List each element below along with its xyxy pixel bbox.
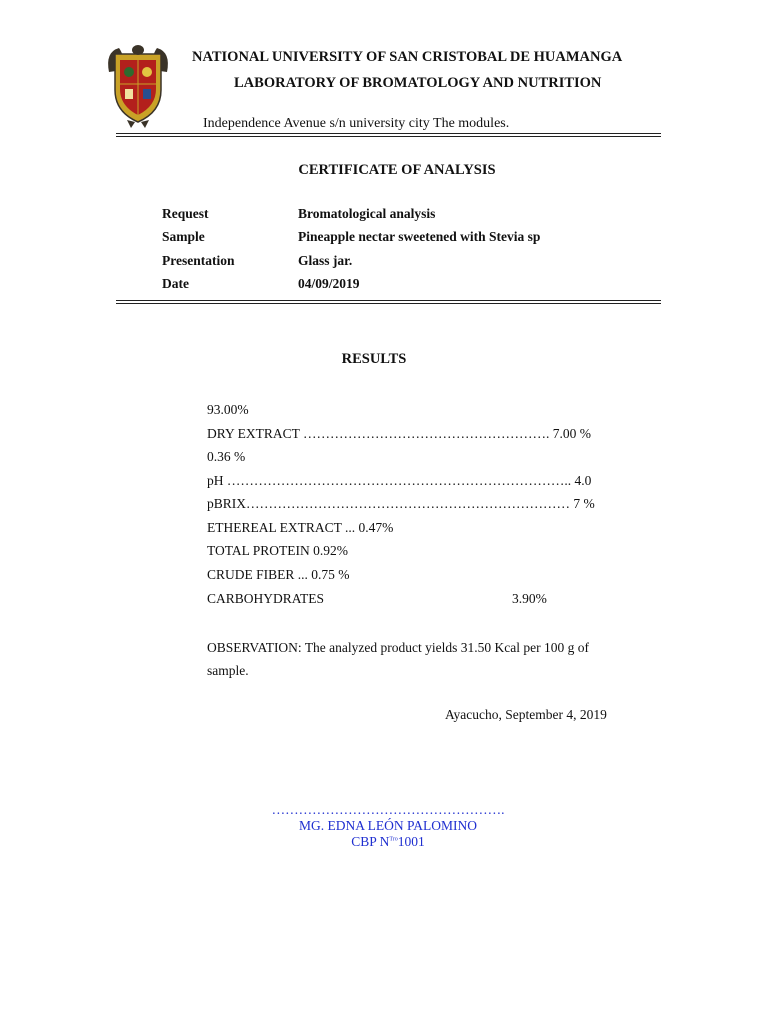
- registration-digits: 1001: [397, 834, 425, 849]
- results-title: RESULTS: [341, 351, 407, 367]
- university-crest-icon: [105, 42, 171, 128]
- info-divider: [116, 300, 661, 304]
- sample-value: Pineapple nectar sweetened with Stevia sp: [298, 229, 541, 244]
- result-line: ETHEREAL EXTRACT ... 0.47%: [207, 520, 394, 535]
- registration-number: [0, 834, 768, 850]
- signer-name: MG. EDNA LEÓN PALOMINO: [298, 818, 477, 833]
- result-line: TOTAL PROTEIN 0.92%: [207, 543, 349, 558]
- result-line: pBRIX……………………………………………………………… 7 %: [207, 496, 595, 511]
- result-line: 0.36 %: [207, 449, 246, 464]
- result-line: DRY EXTRACT ………………………………………………. 7.00 %: [207, 426, 592, 441]
- presentation-value: Glass jar.: [298, 253, 353, 268]
- result-line: pH ………………………………………………………………….. 4.0: [207, 473, 592, 488]
- university-name: NATIONAL UNIVERSITY OF SAN CRISTOBAL DE HUAMANGA: [192, 49, 623, 65]
- observation: OBSERVATION: The analyzed product yields 31.50 Kcal per 100 g of sample.: [207, 640, 589, 678]
- presentation-label: Presentation: [162, 253, 235, 268]
- signature-line: …………………………………………….: [271, 802, 505, 817]
- result-line: 93.00%: [207, 402, 249, 417]
- certificate-title: CERTIFICATE OF ANALYSIS: [298, 162, 496, 178]
- address: Independence Avenue s/n university city The modules.: [203, 116, 510, 131]
- date-label: Date: [162, 276, 189, 291]
- request-label: Request: [162, 206, 209, 221]
- header-divider: [116, 133, 661, 137]
- date-value: 04/09/2019: [298, 276, 360, 291]
- sample-label: Sample: [162, 229, 205, 244]
- registration-superscript: Tro: [389, 836, 398, 843]
- result-line: CRUDE FIBER ... 0.75 %: [207, 567, 350, 582]
- carbohydrates-value: 3.90%: [512, 591, 547, 606]
- laboratory-name: LABORATORY OF BROMATOLOGY AND NUTRITION: [234, 75, 602, 91]
- registration-prefix: CBP N: [351, 834, 390, 849]
- carbohydrates-label: CARBOHYDRATES: [207, 591, 325, 606]
- place-date: Ayacucho, September 4, 2019: [445, 707, 607, 722]
- request-value: Bromatological analysis: [298, 206, 436, 221]
